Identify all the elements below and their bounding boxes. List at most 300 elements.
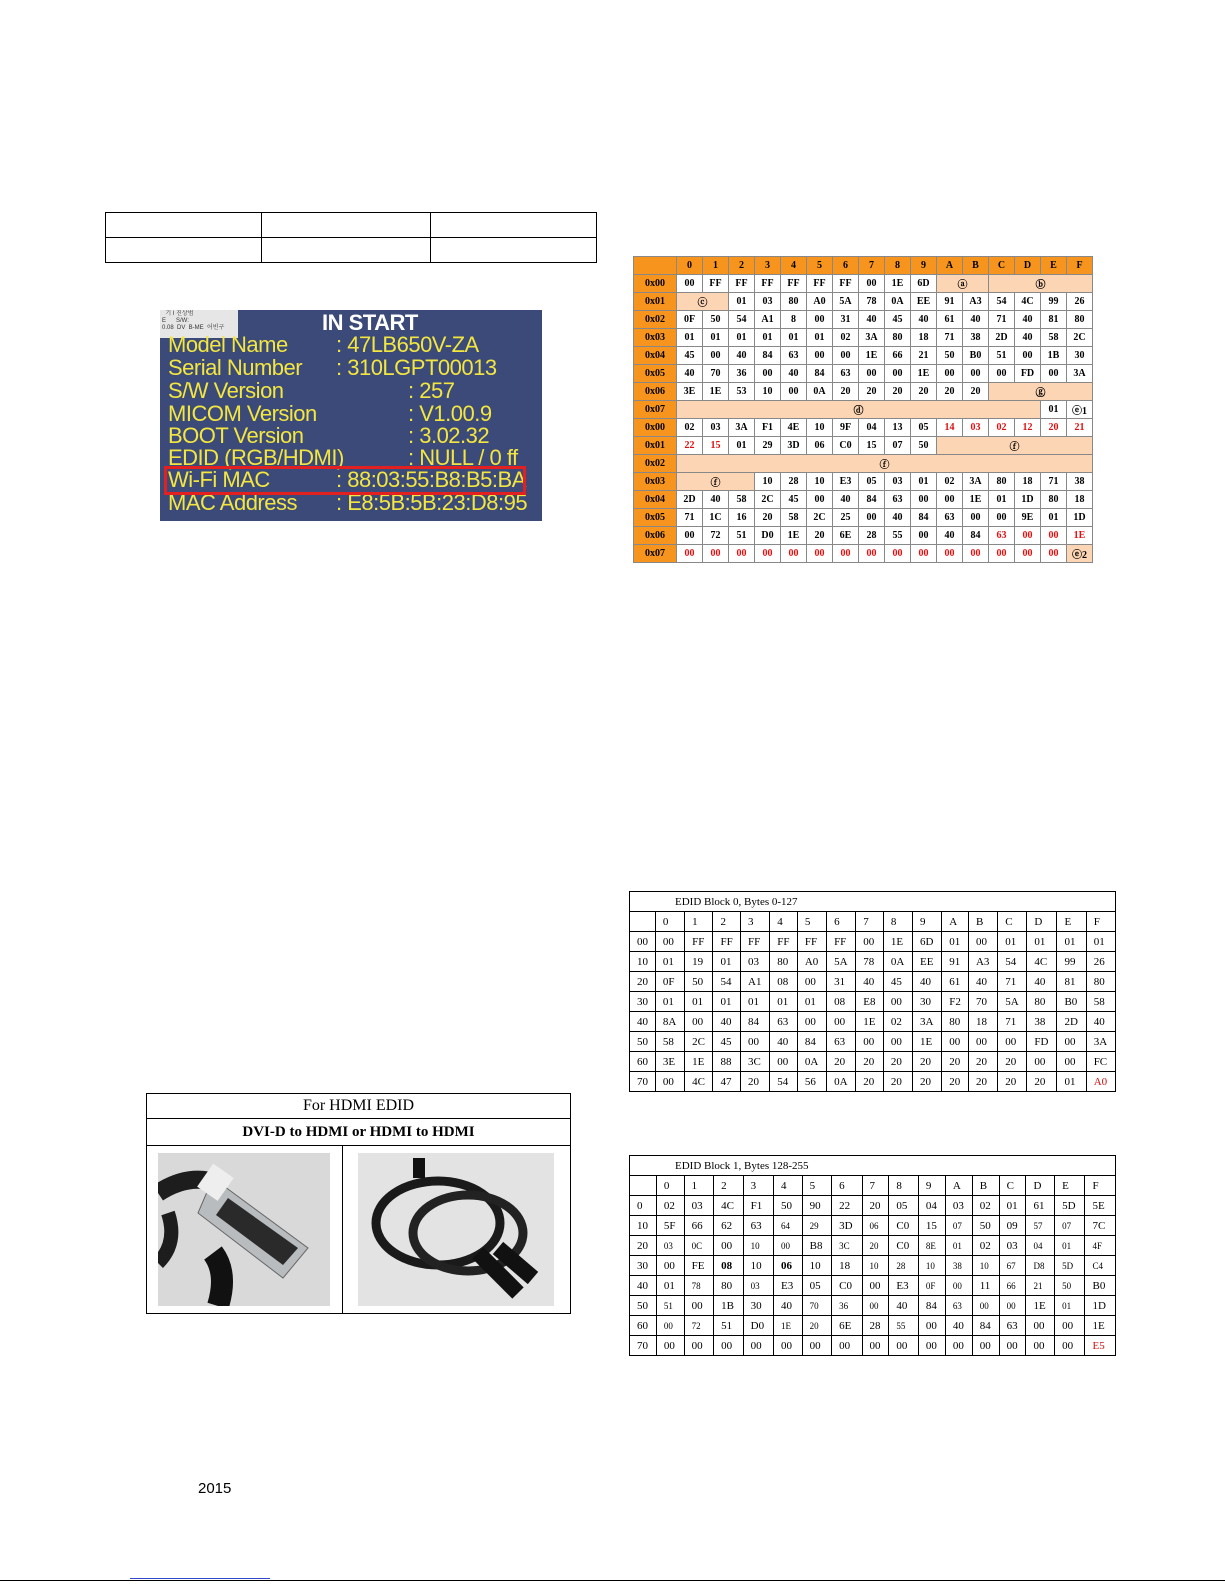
edid-cell: 20 <box>883 1072 912 1092</box>
row-model-name: Model Name : 47LB650V-ZA <box>168 332 479 357</box>
edid-col-header: 1 <box>684 1176 714 1196</box>
edid-cell: 5A <box>998 992 1027 1012</box>
hex-cell: 8 <box>781 311 807 329</box>
hex-cell: 28 <box>781 473 807 491</box>
edid-cell: 10 <box>862 1256 889 1276</box>
hex-cell: 10 <box>807 419 833 437</box>
edid-cell: 00 <box>1027 1052 1057 1072</box>
edid-cell: FF <box>770 932 798 952</box>
hex-row-label: 0x02 <box>634 455 677 473</box>
edid-col-header: B <box>968 912 997 932</box>
edid-cell: 00 <box>972 1296 999 1316</box>
hex-cell: 40 <box>885 509 911 527</box>
hex-cell: 50 <box>703 311 729 329</box>
hex-cell: 0A <box>885 293 911 311</box>
edid-cell: 45 <box>713 1032 741 1052</box>
hex-cell: 50 <box>911 437 937 455</box>
mark-b: ⓑ <box>989 275 1093 293</box>
hex-cell: 00 <box>859 545 885 563</box>
edid-row-label: 50 <box>630 1032 656 1052</box>
hex-col-header: 9 <box>911 257 937 275</box>
hex-cell: 02 <box>937 473 963 491</box>
hex-cell: 58 <box>1041 329 1067 347</box>
edid-cell: 00 <box>774 1236 803 1256</box>
edid-row-label: 40 <box>630 1276 657 1296</box>
edid-cell: 00 <box>999 1336 1026 1356</box>
footer-link-underline[interactable] <box>130 1578 270 1579</box>
hex-cell: 21 <box>911 347 937 365</box>
edid-cell: 58 <box>1086 992 1115 1012</box>
hex-cell: 5A <box>833 293 859 311</box>
edid-cell: FF <box>797 932 826 952</box>
edid-col-header: 3 <box>741 912 770 932</box>
mark-f: ⓕ <box>677 455 1093 473</box>
edid-cell: 1E <box>856 1012 884 1032</box>
edid-cell: 20 <box>998 1052 1027 1072</box>
hex-row-label: 0x01 <box>634 293 677 311</box>
edid-corner-cell <box>630 1176 657 1196</box>
edid-cell: 20 <box>913 1052 942 1072</box>
edid-row-label: 10 <box>630 1216 657 1236</box>
row-micom-version: MICOM Version : V1.00.9 <box>168 401 492 426</box>
edid-cell: 1E <box>883 932 912 952</box>
edid-col-header: E <box>1057 912 1086 932</box>
hex-cell: 20 <box>833 383 859 401</box>
hex-cell: 01 <box>1041 401 1067 419</box>
edid-cell: 3C <box>832 1236 862 1256</box>
screen-title: IN START <box>322 310 418 335</box>
edid-row-label: 00 <box>630 932 656 952</box>
edid-cell: A0 <box>797 952 826 972</box>
edid-cell: 00 <box>968 932 997 952</box>
hex-cell: C0 <box>833 437 859 455</box>
edid-row-label: 70 <box>630 1072 656 1092</box>
hex-cell: 6E <box>833 527 859 545</box>
hex-cell: 04 <box>859 419 885 437</box>
hex-cell: 00 <box>729 545 755 563</box>
hex-col-header: C <box>989 257 1015 275</box>
edid-cell: 02 <box>972 1236 999 1256</box>
hex-col-header: E <box>1041 257 1067 275</box>
row-sw-version: S/W Version : 257 <box>168 378 455 403</box>
hex-col-header: A <box>937 257 963 275</box>
edid-cell: 20 <box>998 1072 1027 1092</box>
edid-cell: 10 <box>743 1236 773 1256</box>
edid-col-header: F <box>1086 912 1115 932</box>
hex-row-label: 0x01 <box>634 437 677 455</box>
hex-cell: 80 <box>1041 491 1067 509</box>
hex-cell: 84 <box>911 509 937 527</box>
edid-cell: 20 <box>802 1316 832 1336</box>
edid-cell: 00 <box>1026 1316 1055 1336</box>
hex-cell: 99 <box>1041 293 1067 311</box>
edid-cell: FF <box>741 932 770 952</box>
edid-row <box>630 1316 1116 1336</box>
edid-cell: 07 <box>945 1216 972 1236</box>
hex-cell: 3E <box>677 383 703 401</box>
edid-cell: 03 <box>741 952 770 972</box>
hex-cell: 20 <box>885 383 911 401</box>
hex-cell: 15 <box>859 437 885 455</box>
edid-cell: 00 <box>802 1336 832 1356</box>
hex-cell: 63 <box>833 365 859 383</box>
edid-col-header: 7 <box>856 912 884 932</box>
hex-cell: 53 <box>729 383 755 401</box>
edid-cell: 4C <box>685 1072 713 1092</box>
edid-cell: 18 <box>968 1012 997 1032</box>
hex-cell: 30 <box>1067 347 1093 365</box>
hex-cell: 84 <box>807 365 833 383</box>
hex-cell: 07 <box>885 437 911 455</box>
edid-cell: 03 <box>999 1236 1026 1256</box>
hex-col-header: 3 <box>755 257 781 275</box>
edid-cell: 00 <box>655 932 684 952</box>
edid-row-label: 30 <box>630 1256 657 1276</box>
edid-cell: 00 <box>1055 1316 1085 1336</box>
edid-cell: 03 <box>945 1196 972 1216</box>
edid-cell: 01 <box>1057 932 1086 952</box>
edid-cell: C0 <box>889 1216 919 1236</box>
edid-cell: 40 <box>1027 972 1057 992</box>
edid-col-header: 1 <box>685 912 713 932</box>
hex-cell: 29 <box>755 437 781 455</box>
hex-cell: 00 <box>963 365 989 383</box>
edid-cell: 5E <box>1085 1196 1116 1216</box>
hex-row-label: 0x04 <box>634 347 677 365</box>
edid-row-label: 10 <box>630 952 656 972</box>
hex-cell: 36 <box>729 365 755 383</box>
hex-row-label: 0x07 <box>634 545 677 563</box>
hex-cell: 03 <box>885 473 911 491</box>
hex-cell: 00 <box>937 491 963 509</box>
mark-f: ⓕ <box>937 437 1093 455</box>
hex-cell: 06 <box>807 437 833 455</box>
edid-cell: 1E <box>1026 1296 1055 1316</box>
edid-cell: 40 <box>774 1296 803 1316</box>
edid-cell: B0 <box>1057 992 1086 1012</box>
hex-cell: 40 <box>833 491 859 509</box>
hex-row-label: 0x00 <box>634 419 677 437</box>
edid-cell: 51 <box>714 1316 744 1336</box>
edid-cell: 00 <box>856 1032 884 1052</box>
edid-cell: 00 <box>832 1336 862 1356</box>
service-menu-photo <box>160 310 542 521</box>
hex-cell: 00 <box>677 275 703 293</box>
edid-cell: 00 <box>797 972 826 992</box>
hex-cell: 2D <box>677 491 703 509</box>
edid-table-title: EDID Block 0, Bytes 0-127 <box>630 892 1116 912</box>
hex-cell: 80 <box>1067 311 1093 329</box>
edid-cell: B8 <box>802 1236 832 1256</box>
edid-cell: 00 <box>684 1336 714 1356</box>
hex-row <box>634 545 1093 563</box>
hex-cell: FF <box>807 275 833 293</box>
hex-cell: 05 <box>859 473 885 491</box>
hex-cell: 45 <box>885 311 911 329</box>
mark-d: ⓓ <box>677 401 1041 419</box>
edid-cell: 00 <box>684 1296 714 1316</box>
hex-col-header: 2 <box>729 257 755 275</box>
hex-cell: 38 <box>963 329 989 347</box>
edid-row <box>630 1276 1116 1296</box>
edid-cell: F1 <box>743 1196 773 1216</box>
hex-cell: 80 <box>781 293 807 311</box>
hex-col-header: F <box>1067 257 1093 275</box>
edid-table-title: EDID Block 1, Bytes 128-255 <box>630 1156 1116 1176</box>
hex-cell: 00 <box>807 545 833 563</box>
edid-cell: 80 <box>1027 992 1057 1012</box>
edid-cell: 38 <box>945 1256 972 1276</box>
hex-cell: 81 <box>1041 311 1067 329</box>
edid-cell: 22 <box>832 1196 862 1216</box>
edid-col-header: 8 <box>889 1176 919 1196</box>
hex-row-label: 0x06 <box>634 527 677 545</box>
hex-cell: 25 <box>833 509 859 527</box>
edid-col-header: A <box>945 1176 972 1196</box>
hex-cell: 03 <box>755 293 781 311</box>
edid-col-header: C <box>998 912 1027 932</box>
edid-cell: 5D <box>1055 1196 1085 1216</box>
edid-cell: 1B <box>714 1296 744 1316</box>
edid-cell: 01 <box>655 992 684 1012</box>
edid-cell: 06 <box>862 1216 889 1236</box>
edid-cell: 20 <box>942 1072 969 1092</box>
edid-cell: 11 <box>972 1276 999 1296</box>
hex-col-header: 8 <box>885 257 911 275</box>
hex-cell: 3A <box>1067 365 1093 383</box>
edid-cell: F2 <box>942 992 969 1012</box>
edid-cell: 64 <box>774 1216 803 1236</box>
hex-row <box>634 473 1093 491</box>
edid-col-header: 0 <box>655 912 684 932</box>
hex-row-label: 0x03 <box>634 473 677 491</box>
edid-cell: 63 <box>743 1216 773 1236</box>
hex-cell: 00 <box>833 545 859 563</box>
edid-col-header: 0 <box>656 1176 684 1196</box>
hex-cell: 05 <box>911 419 937 437</box>
hex-cell: 16 <box>729 509 755 527</box>
edid-row <box>630 1216 1116 1236</box>
edid-row <box>630 1052 1116 1072</box>
edid-cell: 72 <box>684 1316 714 1336</box>
hex-row <box>634 365 1093 383</box>
hex-cell: 40 <box>937 527 963 545</box>
edid-cell: 30 <box>743 1296 773 1316</box>
edid-cell: 06 <box>774 1256 803 1276</box>
edid-row <box>630 1012 1116 1032</box>
edid-cell: E3 <box>774 1276 803 1296</box>
hdmi-cable-table <box>146 1093 571 1314</box>
edid-cell: 00 <box>999 1296 1026 1316</box>
hex-cell: 2C <box>755 491 781 509</box>
hex-cell: 01 <box>677 329 703 347</box>
edid-cell: 1E <box>774 1316 803 1336</box>
hex-row-label: 0x05 <box>634 365 677 383</box>
edid-cell: 04 <box>918 1196 945 1216</box>
edid-cell: 50 <box>685 972 713 992</box>
hex-cell: 20 <box>1041 419 1067 437</box>
edid-cell: 00 <box>714 1336 744 1356</box>
hex-cell: 63 <box>989 527 1015 545</box>
hex-cell: 1E <box>911 365 937 383</box>
hex-cell: 2D <box>989 329 1015 347</box>
edid-cell: 84 <box>797 1032 826 1052</box>
edid-cell: A1 <box>741 972 770 992</box>
hex-cell: 1E <box>963 491 989 509</box>
edid-cell: 4F <box>1085 1236 1116 1256</box>
row-wifi-mac: Wi-Fi MAC : 88:03:55:B8:B5:BA <box>168 467 526 492</box>
hex-cell: 84 <box>859 491 885 509</box>
edid-cell: 00 <box>918 1336 945 1356</box>
hex-cell: 71 <box>989 311 1015 329</box>
hex-cell: F1 <box>755 419 781 437</box>
hex-cell: 00 <box>989 545 1015 563</box>
hex-cell: 40 <box>781 365 807 383</box>
edid-col-header: A <box>942 912 969 932</box>
edid-cell: 5A <box>827 952 856 972</box>
edid-cell: 8E <box>918 1236 945 1256</box>
hex-cell: 1E <box>885 275 911 293</box>
hex-cell: 20 <box>807 527 833 545</box>
edid-cell: 3E <box>655 1052 684 1072</box>
edid-cell: 71 <box>998 972 1027 992</box>
edid-cell: 01 <box>713 952 741 972</box>
hex-cell: 12 <box>1015 419 1041 437</box>
edid-cell: 00 <box>1055 1336 1085 1356</box>
hex-cell: 00 <box>859 509 885 527</box>
edid-cell: 40 <box>913 972 942 992</box>
hex-cell: 1E <box>859 347 885 365</box>
row-serial-number: Serial Number : 310LGPT00013 <box>168 355 497 380</box>
hex-cell: 00 <box>963 545 989 563</box>
cable-table-subtitle: DVI-D to HDMI or HDMI to HDMI <box>147 1119 571 1146</box>
hex-cell: FF <box>755 275 781 293</box>
hex-cell: D0 <box>755 527 781 545</box>
hex-col-header: 5 <box>807 257 833 275</box>
mark-e1: ⓔ1 <box>1067 401 1093 419</box>
hex-cell: 1E <box>703 383 729 401</box>
edid-cell: 01 <box>770 992 798 1012</box>
edid-cell: 63 <box>999 1316 1026 1336</box>
edid-cell: 01 <box>655 952 684 972</box>
edid-cell: FF <box>685 932 713 952</box>
edid-row <box>630 1072 1116 1092</box>
edid-cell: 66 <box>999 1276 1026 1296</box>
edid-cell: C0 <box>832 1276 862 1296</box>
edid-cell: 01 <box>713 992 741 1012</box>
edid-cell: E3 <box>889 1276 919 1296</box>
hex-cell: 22 <box>677 437 703 455</box>
hex-col-header: 1 <box>703 257 729 275</box>
mark-g: ⓖ <box>989 383 1093 401</box>
edid-cell: 3A <box>913 1012 942 1032</box>
edid-cell: 31 <box>827 972 856 992</box>
edid-cell: 62 <box>714 1216 744 1236</box>
hex-cell: 1E <box>781 527 807 545</box>
hex-cell: 01 <box>807 329 833 347</box>
edid-cell: 56 <box>797 1072 826 1092</box>
hex-cell: 71 <box>677 509 703 527</box>
edid-cell: 15 <box>918 1216 945 1236</box>
edid-cell: 18 <box>832 1256 862 1276</box>
edid-cell: 20 <box>856 1052 884 1072</box>
row-boot-version: BOOT Version : 3.02.32 <box>168 423 490 448</box>
edid-cell: 2C <box>685 1032 713 1052</box>
edid-cell: 63 <box>827 1032 856 1052</box>
edid-cell: 19 <box>685 952 713 972</box>
edid-cell: 54 <box>770 1072 798 1092</box>
hex-cell: 00 <box>911 545 937 563</box>
edid-cell: 00 <box>741 1032 770 1052</box>
edid-cell: 30 <box>913 992 942 1012</box>
edid-cell: 02 <box>972 1196 999 1216</box>
edid-cell: 0A <box>883 952 912 972</box>
hex-cell: 91 <box>937 293 963 311</box>
edid-cell: 61 <box>942 972 969 992</box>
edid-cell: 21 <box>1026 1276 1055 1296</box>
dvi-to-hdmi-cable-photo <box>158 1153 330 1306</box>
edid-cell: 45 <box>883 972 912 992</box>
edid-cell: 00 <box>770 1052 798 1072</box>
hex-cell: 71 <box>937 329 963 347</box>
hex-cell: 18 <box>911 329 937 347</box>
edid-cell: 20 <box>862 1196 889 1216</box>
hex-cell: 61 <box>937 311 963 329</box>
edid-cell: 0C <box>684 1236 714 1256</box>
edid-cell: 10 <box>972 1256 999 1276</box>
edid-row-label: 30 <box>630 992 656 1012</box>
hex-cell: 18 <box>1067 491 1093 509</box>
edid-cell: 84 <box>741 1012 770 1032</box>
hex-cell: 40 <box>1015 329 1041 347</box>
hex-cell: 55 <box>885 527 911 545</box>
hex-cell: FF <box>833 275 859 293</box>
edid-row <box>630 1236 1116 1256</box>
mark-f: ⓕ <box>677 473 755 491</box>
edid-cell: 00 <box>942 1032 969 1052</box>
hex-cell: 63 <box>937 509 963 527</box>
edid-cell: 67 <box>999 1256 1026 1276</box>
edid-row <box>630 932 1116 952</box>
edid-cell: 63 <box>770 1012 798 1032</box>
edid-cell: 00 <box>862 1336 889 1356</box>
hex-row-label: 0x02 <box>634 311 677 329</box>
edid-cell: 38 <box>1027 1012 1057 1032</box>
edid-cell: 51 <box>656 1296 684 1316</box>
edid-cell: 2D <box>1057 1012 1086 1032</box>
edid-cell: 00 <box>945 1276 972 1296</box>
edid-cell: 26 <box>1086 952 1115 972</box>
hex-cell: 02 <box>989 419 1015 437</box>
hex-row <box>634 401 1093 419</box>
hex-cell: 02 <box>677 419 703 437</box>
edid-cell: 00 <box>856 932 884 952</box>
edid-col-header: D <box>1027 912 1057 932</box>
edid-cell: 0F <box>918 1276 945 1296</box>
edid-cell: 08 <box>827 992 856 1012</box>
row-edid: EDID (RGB/HDMI) : NULL / 0 ff <box>168 445 518 470</box>
edid-col-header: 3 <box>743 1176 773 1196</box>
edid-cell: 28 <box>862 1316 889 1336</box>
edid-cell: 00 <box>972 1336 999 1356</box>
hex-cell: 00 <box>859 365 885 383</box>
footer-rule <box>0 1580 1225 1581</box>
hex-cell: 9E <box>1015 509 1041 527</box>
hex-cell: FF <box>729 275 755 293</box>
hex-cell: 00 <box>859 275 885 293</box>
edid-cell: 6D <box>913 932 942 952</box>
edid-cell: 88 <box>713 1052 741 1072</box>
